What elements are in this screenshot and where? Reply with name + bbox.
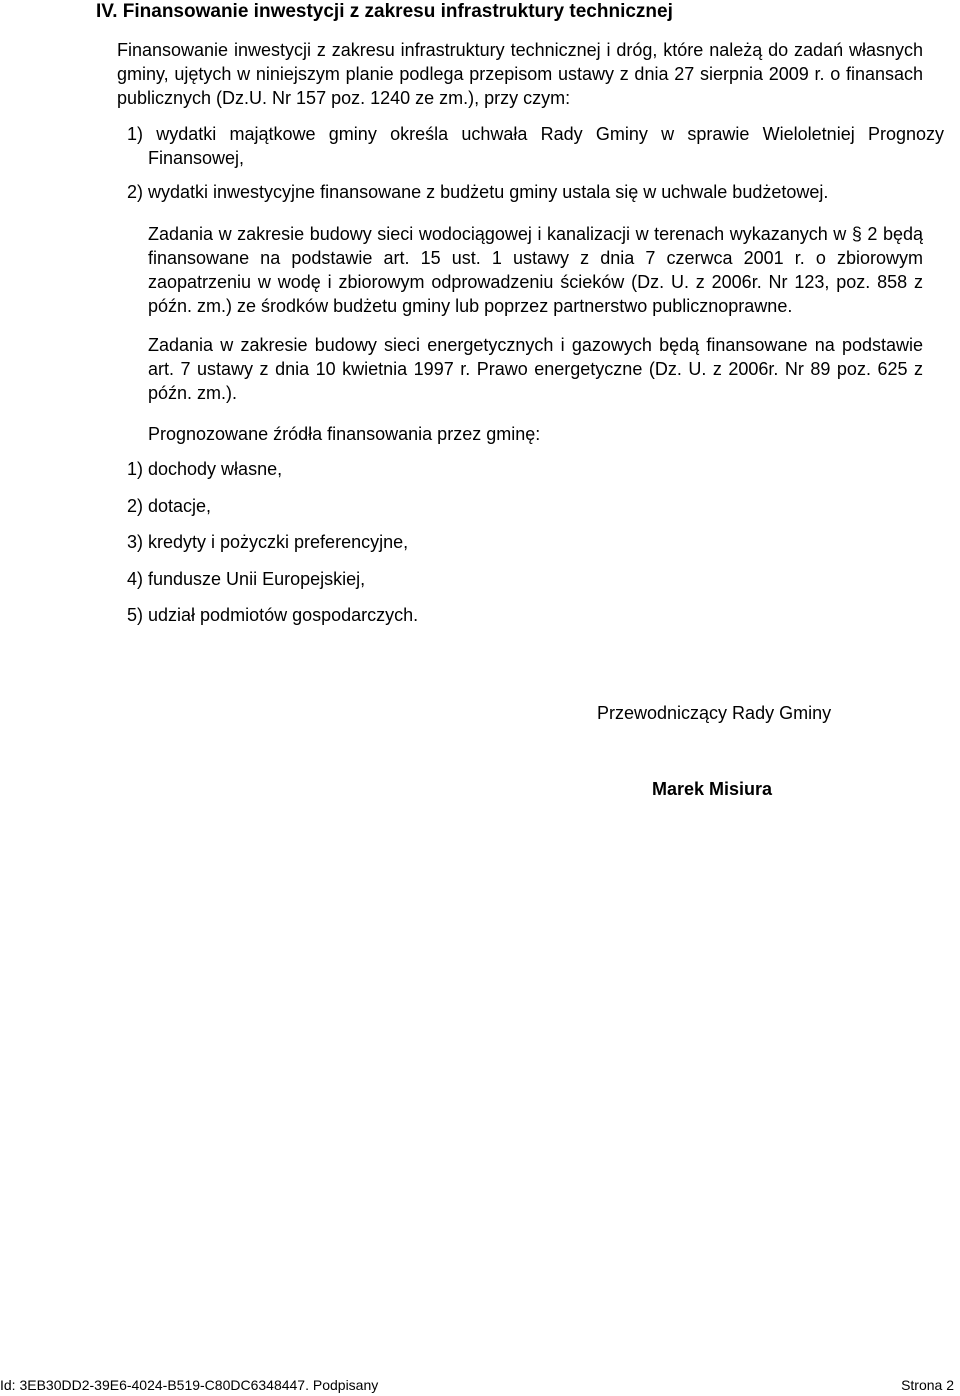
energy-gas-paragraph: Zadania w zakresie budowy sieci energetycznych i gazowych będą finansowane na podstawie art. 7 ustawy z dnia 10 kwietnia 1997 r. Prawo energetyczne (Dz. U. z 2006r. Nr 89 poz. 625 z późn. zm.). <box>148 335 923 403</box>
signature-name: Marek Misiura <box>652 779 773 799</box>
document-id-footer: Id: 3EB30DD2-39E6-4024-B519-C80DC6348447. Podpisany <box>0 1377 379 1393</box>
page-number: Strona 2 <box>901 1377 954 1393</box>
source-item: 3) kredyty i pożyczki preferencyjne, <box>127 532 409 552</box>
point-1: 1) wydatki majątkowe gminy określa uchwała Rady Gminy w sprawie Wieloletniej Prognozy Finansowej, <box>127 124 944 168</box>
intro-paragraph: Finansowanie inwestycji z zakresu infrastruktury technicznej i dróg, które należą do zadań własnych gminy, ujętych w niniejszym planie podlega przepisom ustawy z dnia 27 sierpnia 2009 r. o finansach publicznych (Dz.U. Nr 157 poz. 1240 ze zm.), przy czym: <box>117 40 923 108</box>
source-item: 2) dotacje, <box>127 496 212 516</box>
source-item: 4) fundusze Unii Europejskiej, <box>127 569 366 589</box>
signature-title: Przewodniczący Rady Gminy <box>597 703 832 723</box>
source-item: 5) udział podmiotów gospodarczych. <box>127 605 419 625</box>
source-item: 1) dochody własne, <box>127 459 283 479</box>
section-heading: IV. Finansowanie inwestycji z zakresu infrastruktury technicznej <box>96 1 673 22</box>
point-2: 2) wydatki inwestycyjne finansowane z budżetu gminy ustala się w uchwale budżetowej. <box>127 182 829 202</box>
sources-intro: Prognozowane źródła finansowania przez gminę: <box>148 424 541 444</box>
water-sewage-paragraph: Zadania w zakresie budowy sieci wodociągowej i kanalizacji w terenach wykazanych w § 2 będą finansowane na podstawie art. 15 ust. 1 ustawy z dnia 7 czerwca 2001 r. o zbiorowym zaopatrzeniu w wodę i zbiorowym odprowadzeniu ścieków (Dz. U. z 2006r. Nr 123, poz. 858 z późn. zm.) ze środków budżetu gminy lub poprzez partnerstwo publicznoprawne. <box>148 224 923 316</box>
